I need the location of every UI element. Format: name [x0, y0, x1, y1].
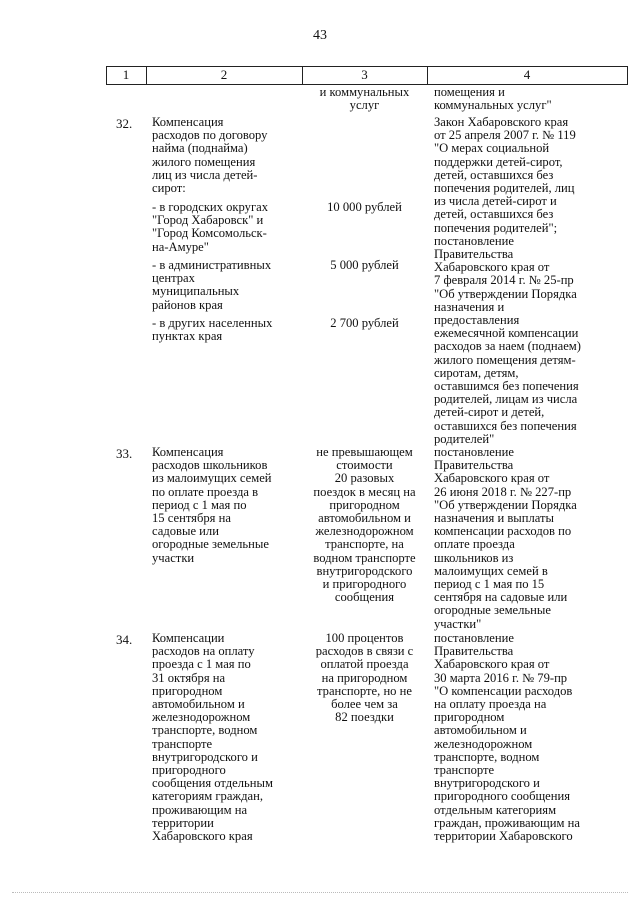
row-number: 34.: [116, 632, 133, 647]
row-amount: 100 процентов расходов в связи с оплатой проезда на пригородном транспорте, но не более чем за 82 поездки: [315, 631, 414, 725]
row-basis: Закон Хабаровского края от 25 апреля 2007 г. № 119 "О мерах социальной поддержки детей-сирот, детей, оставшихся без попечения родителей, лиц из числа детей-сирот и детей, оставшихся без попечения родителей"; постановление Правительства Хабаровского края от 7 февраля 2014 г. № 25-пр "Об утверждении Порядка назначения и предоставления ежемесячной компенсации расходов за наем (поднаем) жилого помещения детям- сиротам, детям, оставшимся без попечения родителей, лицам из числа детей-сирот и детей, оставшихся без попечения родителей": [434, 115, 581, 446]
header-col-4: 4: [523, 67, 531, 82]
row-amount: не превышающем стоимости 20 разовых поездок в месяц на пригородном автомобильном и железнодорожном транспорте, на водном транспорте внутригородского и пригородного сообщения: [313, 445, 416, 605]
continuation-amount: и коммунальных услуг: [319, 85, 410, 113]
header-col-1: 1: [122, 67, 130, 82]
header-col-3: 3: [361, 67, 368, 82]
row-basis: постановление Правительства Хабаровского края от 26 июня 2018 г. № 227-пр "Об утверждении Порядка назначения и выплаты компенсации расходов по оплате проезда школьников из малоимущих семей в период с 1 мая по 15 сентября на садовые или огородные земельные участки": [434, 445, 577, 631]
row-name: Компенсация расходов по договору найма (поднайма) жилого помещения лиц из числа детей- сирот:: [152, 115, 268, 196]
row-subitem-name: - в городских округах "Город Хабаровск" и "Город Комсомольск- на-Амуре": [152, 200, 269, 254]
continuation-basis: помещения и коммунальных услуг": [434, 85, 552, 113]
header-divider: [627, 66, 628, 84]
row-name: Компенсация расходов школьников из малоимущих семей по оплате проезда в период с 1 мая по 15 сентября на садовые или огородные земельные участки: [152, 445, 272, 565]
row-subitem-name: - в административных центрах муниципальных районов края: [152, 258, 272, 312]
row-subitem-amount: 5 000 рублей: [330, 258, 399, 272]
row-number: 32.: [116, 116, 133, 131]
row-number: 33.: [116, 446, 133, 461]
row-subitem-name: - в других населенных пунктах края: [152, 316, 273, 344]
row-subitem-amount: 2 700 рублей: [330, 316, 399, 330]
row-subitem-amount: 10 000 рублей: [327, 200, 402, 214]
row-name: Компенсации расходов на оплату проезда с 1 мая по 31 октября на пригородном автомобильном и железнодорожном транспорте, водном транспорте внутригородского и пригородного сообщения отдельным категориям граждан, проживающим на территории Хабаровского края: [152, 631, 273, 844]
row-basis: постановление Правительства Хабаровского края от 30 марта 2016 г. № 79-пр "О компенсации расходов на оплату проезда на пригородном автомобильном и железнодорожном транспорте, водном транспорте внутригородского и пригородного сообщения отдельным категориям граждан, проживающим на территории Хабаровского: [434, 631, 580, 844]
header-col-2: 2: [220, 67, 228, 82]
page-number: 43: [313, 28, 327, 43]
scan-edge-artifact: [12, 892, 628, 893]
